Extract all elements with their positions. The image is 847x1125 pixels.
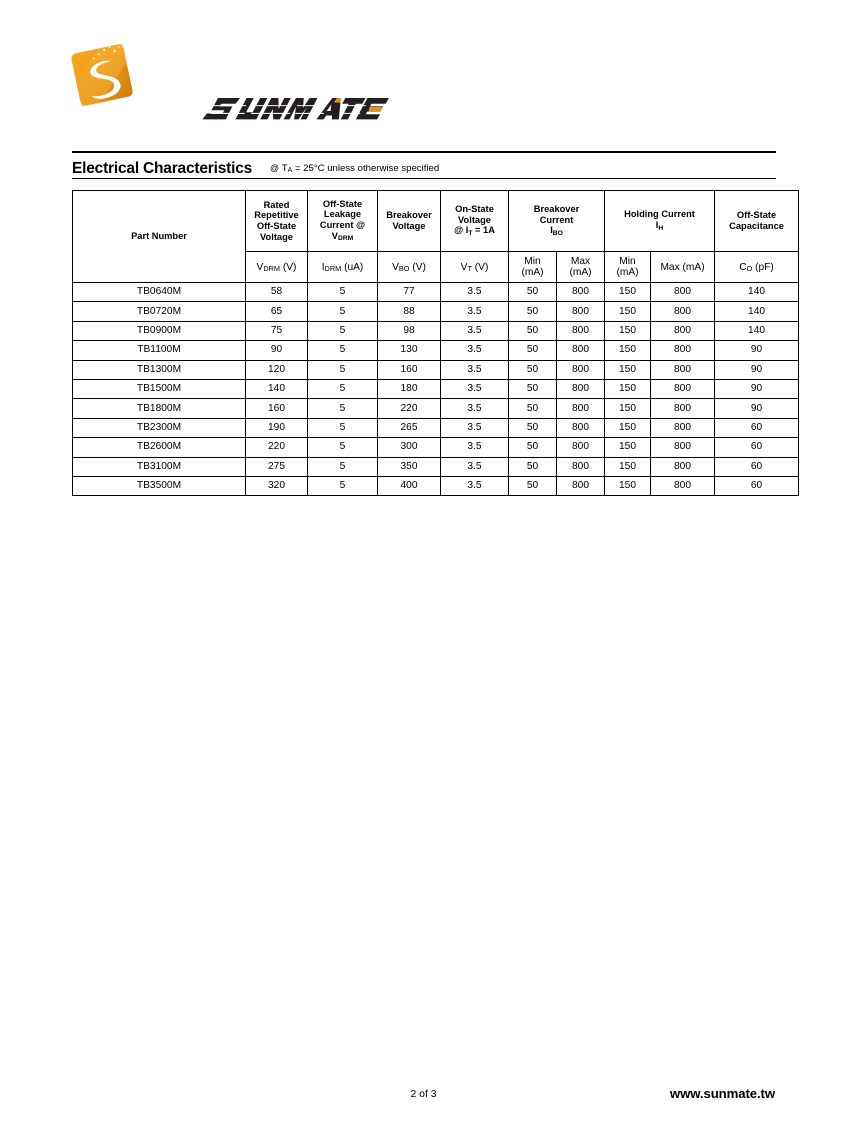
col-header-breakover-current	[509, 191, 605, 252]
cell-co: 90	[715, 360, 799, 379]
unit-sub: DRM	[263, 264, 281, 274]
unit-header-co	[715, 252, 799, 283]
at-symbol: @	[270, 162, 282, 173]
cell-ibo-min: 50	[509, 321, 557, 340]
cell-ih-max: 800	[651, 438, 715, 457]
hdr-line: Repetitive	[254, 210, 299, 221]
cell-ibo-min: 50	[509, 379, 557, 398]
section-title-block	[72, 151, 776, 179]
cell-ih-max: 800	[651, 418, 715, 437]
hdr-line: Current @	[319, 220, 366, 230]
hdr-line: Breakover	[533, 204, 580, 215]
cell-ih-min: 150	[605, 341, 651, 360]
col-header-breakover-voltage	[378, 191, 441, 252]
cell-ih-min: 150	[605, 283, 651, 302]
unit-sub: DRM	[324, 264, 342, 274]
cell-ih-max: 800	[651, 321, 715, 340]
unit-sub: O	[746, 264, 753, 274]
cell-vt: 3.5	[441, 302, 509, 321]
cell-vt: 3.5	[441, 379, 509, 398]
table-row	[73, 283, 799, 302]
table-row	[73, 302, 799, 321]
cell-part: TB2600M	[73, 438, 246, 457]
cell-vbo: 98	[378, 321, 441, 340]
cell-co: 140	[715, 302, 799, 321]
unit-sym: V	[460, 261, 468, 273]
hdr-sub: H	[658, 224, 664, 232]
cell-ibo-min: 50	[509, 418, 557, 437]
hdr-line	[442, 225, 507, 238]
test-condition-note	[270, 162, 439, 176]
cell-ibo-min: 50	[509, 438, 557, 457]
unit-sub: BO	[398, 264, 410, 274]
company-website-url: www.sunmate.tw	[669, 1086, 775, 1101]
cell-ibo-max: 800	[557, 457, 605, 476]
hdr-line	[606, 220, 713, 233]
page-number: 2 of 3	[410, 1089, 437, 1100]
unit-tail: (V)	[471, 261, 489, 273]
table-row	[73, 457, 799, 476]
hdr-tail: = 1A	[472, 225, 495, 236]
hdr-line: Off-State	[322, 198, 363, 209]
degree-symbol: °	[313, 162, 318, 174]
cell-ibo-max: 800	[557, 476, 605, 495]
sunmate-wordmark	[203, 88, 398, 130]
cell-ih-min: 150	[605, 379, 651, 398]
cell-ibo-max: 800	[557, 399, 605, 418]
cell-ibo-min: 50	[509, 399, 557, 418]
cell-ibo-max: 800	[557, 360, 605, 379]
col-header-on-state-voltage	[441, 191, 509, 252]
cell-vbo: 180	[378, 379, 441, 398]
cell-co: 60	[715, 418, 799, 437]
cell-ih-min: 150	[605, 360, 651, 379]
unit-line: (mA)	[521, 267, 544, 278]
cell-idrm: 5	[308, 457, 378, 476]
cell-vbo: 130	[378, 341, 441, 360]
table-header-row-primary	[73, 191, 799, 252]
hdr-line: Holding Current	[624, 209, 695, 220]
unit-header-ih-max	[651, 252, 715, 283]
cell-idrm: 5	[308, 302, 378, 321]
cell-ibo-min: 50	[509, 457, 557, 476]
cell-part: TB0900M	[73, 321, 246, 340]
cell-vdrm: 275	[246, 457, 308, 476]
col-header-part-number	[73, 191, 246, 283]
unit-sym: C	[739, 261, 747, 273]
table-row	[73, 399, 799, 418]
hdr-line: Leakage	[323, 209, 362, 220]
cell-vbo: 400	[378, 476, 441, 495]
cell-vdrm: 120	[246, 360, 308, 379]
unit-header-idrm	[308, 252, 378, 283]
unit-line: (mA)	[616, 267, 639, 278]
cell-vbo: 160	[378, 360, 441, 379]
cell-ih-min: 150	[605, 438, 651, 457]
cell-ibo-max: 800	[557, 302, 605, 321]
cell-part: TB1800M	[73, 399, 246, 418]
cell-part: TB1300M	[73, 360, 246, 379]
cell-ih-min: 150	[605, 302, 651, 321]
col-header-off-state-leakage-current	[308, 191, 378, 252]
cell-ibo-max: 800	[557, 321, 605, 340]
cell-ibo-max: 800	[557, 283, 605, 302]
cell-ibo-min: 50	[509, 476, 557, 495]
cell-part: TB2300M	[73, 418, 246, 437]
cell-vdrm: 58	[246, 283, 308, 302]
cell-idrm: 5	[308, 399, 378, 418]
cell-vbo: 88	[378, 302, 441, 321]
cell-idrm: 5	[308, 476, 378, 495]
unit-tail: (uA)	[341, 261, 364, 273]
hdr-sub: DRM	[337, 235, 354, 243]
cell-vdrm: 160	[246, 399, 308, 418]
cell-co: 90	[715, 399, 799, 418]
cell-co: 60	[715, 438, 799, 457]
cell-vdrm: 220	[246, 438, 308, 457]
table-body	[73, 283, 799, 496]
cell-idrm: 5	[308, 360, 378, 379]
condition-symbol: T	[281, 162, 288, 174]
cell-ih-min: 150	[605, 418, 651, 437]
cell-co: 140	[715, 283, 799, 302]
col-header-holding-current	[605, 191, 715, 252]
unit-header-ibo-max	[557, 252, 605, 283]
cell-vt: 3.5	[441, 438, 509, 457]
unit-header-ih-min	[605, 252, 651, 283]
unit-sym: V	[392, 261, 399, 273]
cell-vt: 3.5	[441, 476, 509, 495]
cell-vt: 3.5	[441, 360, 509, 379]
electrical-characteristics-table	[72, 190, 799, 496]
cell-vt: 3.5	[441, 283, 509, 302]
condition-value: = 25	[292, 162, 314, 174]
col-header-off-state-capacitance	[715, 191, 799, 252]
hdr-line	[510, 225, 603, 238]
cell-idrm: 5	[308, 321, 378, 340]
cell-vt: 3.5	[441, 321, 509, 340]
hdr-line: Rated	[263, 199, 290, 210]
hdr-line: On-State	[455, 204, 494, 215]
unit-line: (mA)	[569, 267, 592, 278]
condition-subscript: A	[287, 167, 293, 175]
unit-header-vdrm	[246, 252, 308, 283]
unit-header-vt	[441, 252, 509, 283]
hdr-line	[309, 231, 376, 244]
table-row	[73, 379, 799, 398]
unit-sub: T	[467, 264, 472, 274]
unit-sym: V	[256, 261, 264, 273]
cell-vbo: 77	[378, 283, 441, 302]
cell-ibo-max: 800	[557, 438, 605, 457]
hdr-sym: V	[331, 230, 338, 241]
cell-idrm: 5	[308, 379, 378, 398]
cell-ih-max: 800	[651, 341, 715, 360]
table-row	[73, 476, 799, 495]
cell-vbo: 220	[378, 399, 441, 418]
col-header-part-number-label: Part Number	[131, 231, 187, 242]
condition-suffix: C unless otherwise specified	[317, 162, 440, 174]
cell-ibo-max: 800	[557, 379, 605, 398]
cell-vdrm: 75	[246, 321, 308, 340]
cell-ih-max: 800	[651, 476, 715, 495]
cell-vdrm: 140	[246, 379, 308, 398]
cell-part: TB0720M	[73, 302, 246, 321]
cell-ibo-min: 50	[509, 302, 557, 321]
cell-ih-min: 150	[605, 399, 651, 418]
cell-ibo-max: 800	[557, 341, 605, 360]
unit-tail: (pF)	[752, 261, 774, 273]
unit-line: Min	[619, 256, 636, 267]
unit-header-vbo	[378, 252, 441, 283]
cell-vbo: 265	[378, 418, 441, 437]
cell-part: TB1100M	[73, 341, 246, 360]
cell-part: TB3500M	[73, 476, 246, 495]
page-title: Electrical Characteristics	[72, 159, 253, 177]
cell-ibo-min: 50	[509, 360, 557, 379]
cell-part: TB1500M	[73, 379, 246, 398]
cell-ibo-max: 800	[557, 418, 605, 437]
cell-vt: 3.5	[441, 457, 509, 476]
table-row	[73, 418, 799, 437]
cell-idrm: 5	[308, 283, 378, 302]
cell-ih-max: 800	[651, 457, 715, 476]
cell-vt: 3.5	[441, 341, 509, 360]
page-footer	[0, 1086, 847, 1113]
cell-ih-max: 800	[651, 302, 715, 321]
hdr-line: Current	[539, 214, 574, 225]
cell-part: TB3100M	[73, 457, 246, 476]
cell-ibo-min: 50	[509, 283, 557, 302]
cell-vdrm: 65	[246, 302, 308, 321]
hdr-line: Off-State	[736, 210, 777, 221]
hdr-line: Voltage	[260, 231, 293, 242]
hdr-line: Voltage	[392, 221, 426, 231]
unit-header-ibo-min	[509, 252, 557, 283]
table-row	[73, 360, 799, 379]
cell-co: 90	[715, 379, 799, 398]
cell-idrm: 5	[308, 418, 378, 437]
cell-ibo-min: 50	[509, 341, 557, 360]
cell-co: 60	[715, 476, 799, 495]
unit-tail: (V)	[409, 261, 426, 273]
hdr-line: Capacitance	[729, 221, 784, 231]
cell-idrm: 5	[308, 438, 378, 457]
cell-vdrm: 320	[246, 476, 308, 495]
cell-co: 60	[715, 457, 799, 476]
unit-line: Max	[570, 256, 591, 267]
hdr-line: Breakover	[386, 210, 432, 221]
cell-vdrm: 190	[246, 418, 308, 437]
cell-part: TB0640M	[73, 283, 246, 302]
cell-co: 90	[715, 341, 799, 360]
cell-vbo: 300	[378, 438, 441, 457]
hdr-sym: @ I	[454, 225, 469, 236]
cell-vt: 3.5	[441, 399, 509, 418]
table-row	[73, 341, 799, 360]
cell-idrm: 5	[308, 341, 378, 360]
cell-ih-max: 800	[651, 283, 715, 302]
cell-ih-max: 800	[651, 399, 715, 418]
cell-vdrm: 90	[246, 341, 308, 360]
unit-tail: (V)	[280, 261, 297, 273]
cell-vbo: 350	[378, 457, 441, 476]
company-logo	[60, 33, 460, 128]
hdr-line: Off-State	[256, 221, 297, 231]
hdr-sub: BO	[552, 230, 563, 238]
sunmate-diamond-logo-icon	[65, 38, 139, 112]
table-row	[73, 321, 799, 340]
hdr-sym: I	[655, 220, 659, 230]
hdr-sym: I	[550, 225, 553, 236]
unit-line: Min	[524, 256, 541, 267]
table-row	[73, 438, 799, 457]
title-bottom-rule	[72, 178, 776, 180]
cell-ih-min: 150	[605, 321, 651, 340]
cell-ih-min: 150	[605, 457, 651, 476]
cell-vt: 3.5	[441, 418, 509, 437]
hdr-sub: T	[468, 230, 473, 238]
cell-ih-max: 800	[651, 379, 715, 398]
col-header-rated-repetitive-off-state-voltage	[246, 191, 308, 252]
cell-ih-min: 150	[605, 476, 651, 495]
unit-line: Max (mA)	[660, 261, 705, 273]
cell-co: 140	[715, 321, 799, 340]
unit-sym: I	[321, 261, 325, 273]
cell-ih-max: 800	[651, 360, 715, 379]
hdr-line: Voltage	[458, 214, 491, 225]
